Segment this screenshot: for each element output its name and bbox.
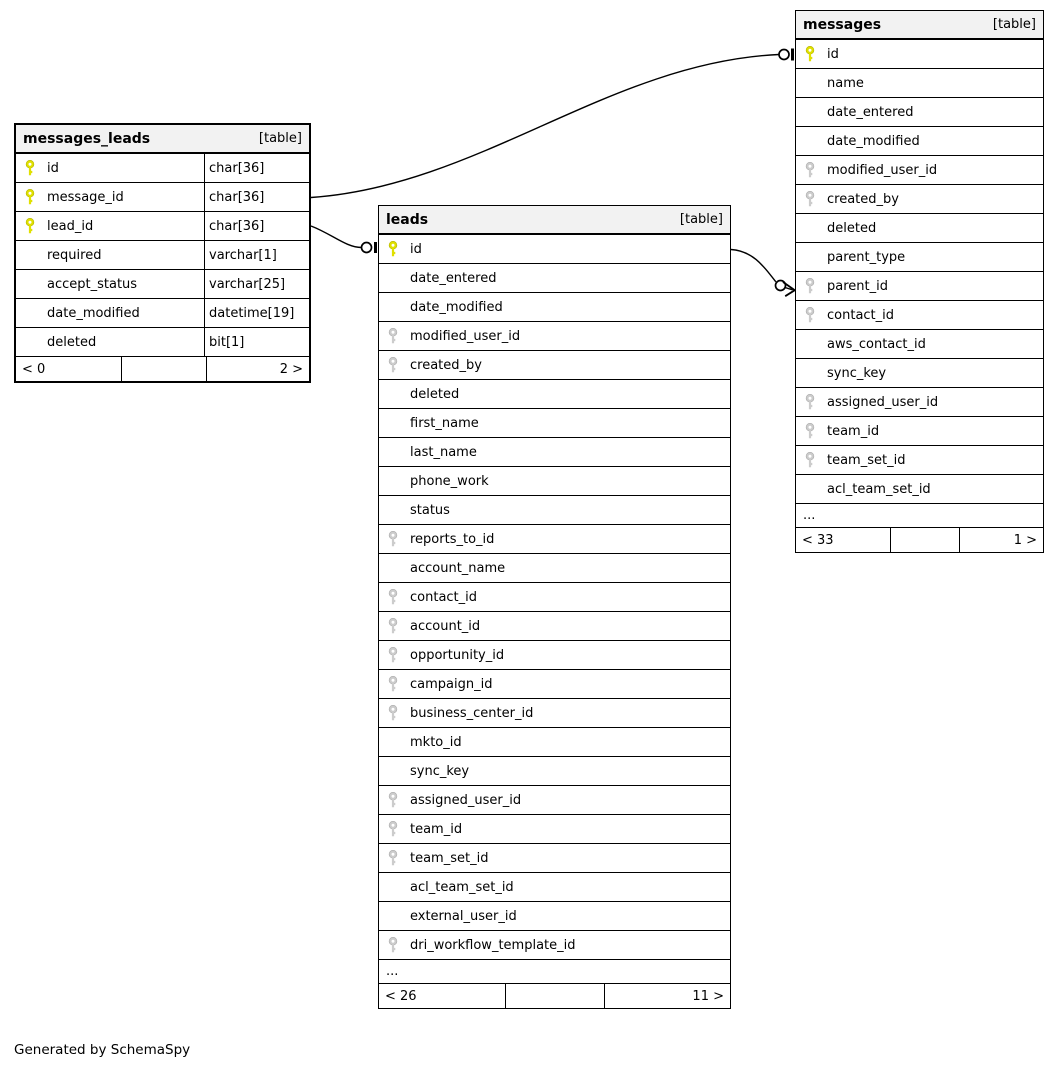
column-row-acl_team_set_id — [379, 873, 730, 902]
column-row-id — [796, 40, 1043, 69]
column-name: team_id — [410, 821, 463, 837]
column-name: business_center_id — [410, 705, 534, 721]
column-name: opportunity_id — [410, 647, 505, 663]
column-row-required — [16, 241, 309, 270]
column-row-contact_id — [796, 301, 1043, 330]
foreign-key-icon — [387, 618, 399, 635]
foreign-key-icon — [387, 937, 399, 954]
column-row-acl_team_set_id — [796, 475, 1043, 504]
column-type: datetime[19] — [204, 299, 309, 327]
column-name: external_user_id — [410, 908, 517, 924]
primary-key-icon — [804, 46, 816, 63]
column-row-lead_id — [16, 212, 309, 241]
column-name: deleted — [827, 220, 877, 236]
foreign-key-icon — [387, 618, 399, 635]
column-row-team_set_id — [796, 446, 1043, 475]
column-list — [796, 40, 1043, 528]
foreign-key-icon — [387, 357, 399, 374]
parent-count: < 33 — [802, 532, 834, 548]
column-type: varchar[25] — [204, 270, 309, 298]
foreign-key-icon — [804, 394, 816, 411]
column-name: id — [410, 241, 422, 257]
column-type: varchar[1] — [204, 241, 309, 269]
column-row-parent_id — [796, 272, 1043, 301]
relation-messages_leads-message_id-to-messages-id — [311, 49, 793, 198]
foreign-key-icon — [387, 937, 399, 954]
table-footer — [796, 528, 1043, 552]
column-row-reports_to_id — [379, 525, 730, 554]
column-name: acl_team_set_id — [410, 879, 514, 895]
foreign-key-icon — [387, 328, 399, 345]
column-name: modified_user_id — [827, 162, 938, 178]
column-name: created_by — [827, 191, 899, 207]
column-list — [379, 235, 730, 984]
column-row-id — [16, 154, 309, 183]
foreign-key-icon — [804, 162, 816, 179]
column-row-dri_workflow_template_id — [379, 931, 730, 960]
foreign-key-icon — [804, 452, 816, 469]
column-name: date_modified — [410, 299, 503, 315]
table-badge: [table] — [258, 131, 302, 146]
column-name: deleted — [47, 334, 97, 350]
column-name: accept_status — [47, 276, 138, 292]
generator-note: Generated by SchemaSpy — [14, 1042, 191, 1058]
child-count: 2 > — [279, 361, 303, 377]
table-messages[interactable] — [795, 10, 1044, 553]
column-list — [16, 154, 309, 357]
column-name: assigned_user_id — [410, 792, 522, 808]
column-name: account_id — [410, 618, 481, 634]
foreign-key-icon — [387, 647, 399, 664]
column-row-team_id — [796, 417, 1043, 446]
foreign-key-icon — [387, 705, 399, 722]
column-row-last_name — [379, 438, 730, 467]
relation-leads-id-to-messages-parent_id — [731, 250, 795, 297]
foreign-key-icon — [804, 394, 816, 411]
column-row-aws_contact_id — [796, 330, 1043, 359]
foreign-key-icon — [804, 191, 816, 208]
foreign-key-icon — [804, 307, 816, 324]
column-row-modified_user_id — [379, 322, 730, 351]
column-row-external_user_id — [379, 902, 730, 931]
column-name: team_set_id — [410, 850, 489, 866]
column-row-date_entered — [379, 264, 730, 293]
column-row-opportunity_id — [379, 641, 730, 670]
column-name: first_name — [410, 415, 479, 431]
foreign-key-icon — [387, 792, 399, 809]
column-name: team_id — [827, 423, 880, 439]
foreign-key-icon — [804, 191, 816, 208]
column-name: parent_type — [827, 249, 906, 265]
column-name: reports_to_id — [410, 531, 495, 547]
table-name: leads — [386, 211, 429, 228]
column-row-sync_key — [796, 359, 1043, 388]
column-name: sync_key — [410, 763, 470, 779]
parent-count: < 26 — [385, 988, 417, 1004]
column-row-mkto_id — [379, 728, 730, 757]
column-name: name — [827, 75, 864, 91]
column-name: modified_user_id — [410, 328, 521, 344]
table-header — [379, 206, 730, 235]
foreign-key-icon — [387, 676, 399, 693]
column-type: bit[1] — [204, 328, 309, 356]
column-row-status — [379, 496, 730, 525]
foreign-key-icon — [387, 850, 399, 867]
zero-circle-connector — [779, 50, 789, 60]
foreign-key-icon — [387, 850, 399, 867]
column-name: date_modified — [47, 305, 140, 321]
column-row-team_id — [379, 815, 730, 844]
column-row-team_set_id — [379, 844, 730, 873]
foreign-key-icon — [804, 423, 816, 440]
table-name: messages — [803, 16, 882, 33]
zero-circle-connector — [362, 243, 372, 253]
column-name: date_modified — [827, 133, 920, 149]
column-name: parent_id — [827, 278, 888, 294]
column-name: created_by — [410, 357, 482, 373]
column-row-date_modified — [379, 293, 730, 322]
arrowhead-connector — [783, 282, 795, 296]
table-leads[interactable] — [378, 205, 731, 1009]
foreign-key-icon — [804, 307, 816, 324]
column-name: id — [47, 160, 59, 176]
column-row-business_center_id — [379, 699, 730, 728]
column-name: id — [827, 46, 839, 62]
foreign-key-icon — [804, 278, 816, 295]
column-row-date_modified — [796, 127, 1043, 156]
column-row-date_entered — [796, 98, 1043, 127]
column-name: lead_id — [47, 218, 94, 234]
primary-key-icon — [387, 241, 399, 258]
column-name: contact_id — [827, 307, 895, 323]
table-name: messages_leads — [23, 130, 151, 147]
table-footer — [16, 357, 309, 381]
primary-key-icon — [24, 189, 36, 206]
foreign-key-icon — [804, 162, 816, 179]
primary-key-icon — [804, 46, 816, 63]
column-row-id — [379, 235, 730, 264]
foreign-key-icon — [387, 821, 399, 838]
footer-spacer — [505, 984, 605, 1008]
footer-spacer — [121, 357, 207, 381]
foreign-key-icon — [387, 792, 399, 809]
column-row-assigned_user_id — [796, 388, 1043, 417]
primary-key-icon — [24, 218, 36, 235]
footer-spacer — [890, 528, 960, 552]
foreign-key-icon — [387, 357, 399, 374]
primary-key-icon — [24, 218, 36, 235]
table-header — [796, 11, 1043, 40]
column-type: char[36] — [204, 183, 309, 211]
column-row-assigned_user_id — [379, 786, 730, 815]
foreign-key-icon — [387, 705, 399, 722]
column-row-account_id — [379, 612, 730, 641]
foreign-key-icon — [387, 589, 399, 606]
column-name: date_entered — [410, 270, 497, 286]
column-row-phone_work — [379, 467, 730, 496]
column-name: required — [47, 247, 102, 263]
table-messages-leads[interactable] — [14, 123, 311, 383]
column-name: mkto_id — [410, 734, 462, 750]
column-name: account_name — [410, 560, 506, 576]
column-row-modified_user_id — [796, 156, 1043, 185]
column-row-deleted — [16, 328, 309, 357]
foreign-key-icon — [804, 423, 816, 440]
table-badge: [table] — [992, 17, 1036, 32]
column-row-account_name — [379, 554, 730, 583]
column-name: acl_team_set_id — [827, 481, 931, 497]
foreign-key-icon — [387, 821, 399, 838]
column-row-created_by — [796, 185, 1043, 214]
column-row-name — [796, 69, 1043, 98]
column-type: char[36] — [204, 154, 309, 182]
table-footer — [379, 984, 730, 1008]
column-name: aws_contact_id — [827, 336, 926, 352]
table-badge: [table] — [679, 212, 723, 227]
column-name: status — [410, 502, 450, 518]
column-row-deleted — [379, 380, 730, 409]
column-row-campaign_id — [379, 670, 730, 699]
primary-key-icon — [387, 241, 399, 258]
primary-key-icon — [24, 189, 36, 206]
foreign-key-icon — [804, 278, 816, 295]
primary-key-icon — [24, 160, 36, 177]
child-count: 1 > — [1013, 532, 1037, 548]
column-row-contact_id — [379, 583, 730, 612]
column-name: assigned_user_id — [827, 394, 939, 410]
more-columns-ellipsis: ... — [379, 960, 730, 984]
column-row-created_by — [379, 351, 730, 380]
column-name: contact_id — [410, 589, 478, 605]
column-name: last_name — [410, 444, 477, 460]
column-row-accept_status — [16, 270, 309, 299]
column-name: deleted — [410, 386, 460, 402]
column-row-sync_key — [379, 757, 730, 786]
column-name: dri_workflow_template_id — [410, 937, 576, 953]
relation-messages_leads-lead_id-to-leads-id — [311, 226, 376, 253]
foreign-key-icon — [387, 328, 399, 345]
column-name: phone_work — [410, 473, 489, 489]
column-row-first_name — [379, 409, 730, 438]
foreign-key-icon — [387, 589, 399, 606]
column-row-deleted — [796, 214, 1043, 243]
zero-circle-connector — [776, 281, 786, 291]
table-header — [16, 125, 309, 154]
foreign-key-icon — [804, 452, 816, 469]
column-name: sync_key — [827, 365, 887, 381]
column-name: message_id — [47, 189, 124, 205]
foreign-key-icon — [387, 531, 399, 548]
column-name: date_entered — [827, 104, 914, 120]
column-row-message_id — [16, 183, 309, 212]
foreign-key-icon — [387, 676, 399, 693]
parent-count: < 0 — [22, 361, 46, 377]
column-row-date_modified — [16, 299, 309, 328]
more-columns-ellipsis: ... — [796, 504, 1043, 528]
child-count: 11 > — [692, 988, 724, 1004]
foreign-key-icon — [387, 647, 399, 664]
column-row-parent_type — [796, 243, 1043, 272]
foreign-key-icon — [387, 531, 399, 548]
primary-key-icon — [24, 160, 36, 177]
column-name: campaign_id — [410, 676, 493, 692]
column-name: team_set_id — [827, 452, 906, 468]
column-type: char[36] — [204, 212, 309, 240]
